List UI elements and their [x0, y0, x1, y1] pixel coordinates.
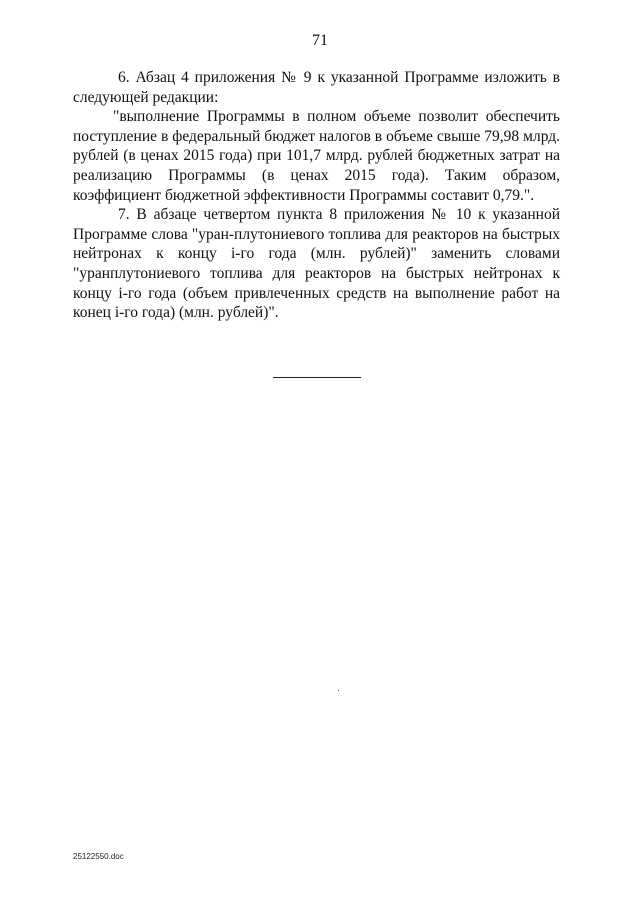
paragraph-quote: "выполнение Программы в полном объеме позволит обеспечить поступление в федеральный бюджет налогов в объеме свыше 79,98 млрд. рублей (в ценах 2015 года) при 101,7 млрд. рублей бюджетных затрат на реализацию Программы (в ценах 2015 года). Таким образом, коэффициент бюджетной эффективности Программы составит 0,79.". [73, 108, 560, 204]
document-body [73, 68, 560, 323]
paragraph-item-7: 7. В абзаце четвертом пункта 8 приложения № 10 к указанной Программе слова "уран-плутониевого топлива для реакторов на быстрых нейтронах к концу i-го года (млн. рублей)" заменить словами "уранплутониевого топлива для реакторов на быстрых нейтронах к концу i-го года (объем привлеченных средств на выполнение работ на конец i-го года) (млн. рублей)". [73, 206, 560, 322]
paragraph-item-6: 6. Абзац 4 приложения № 9 к указанной Программе изложить в следующей редакции: [73, 69, 560, 106]
scan-speck [338, 690, 339, 691]
end-divider [273, 377, 361, 378]
file-name-footer: 25122550.doc [73, 852, 124, 861]
page-number: 71 [312, 32, 328, 49]
